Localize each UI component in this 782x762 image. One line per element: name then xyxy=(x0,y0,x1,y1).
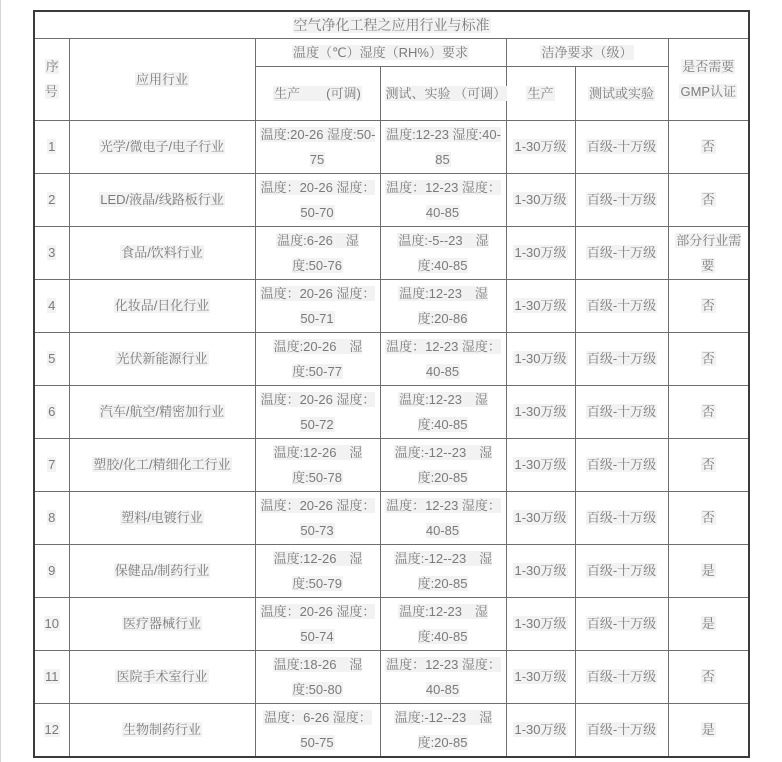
gmp-header-line-2: GMP认证 xyxy=(680,84,737,99)
cell-no: 9 xyxy=(34,544,69,597)
table-row xyxy=(34,491,749,544)
cell-prod-th: 温度：6-26 湿度：50-75 xyxy=(255,703,380,757)
cell-prod-th: 温度:18-26 湿度:50-80 xyxy=(255,650,380,703)
cell-industry: 塑料/电镀行业 xyxy=(69,491,255,544)
table-row xyxy=(34,279,749,332)
cell-prod-clean: 1-30万级 xyxy=(506,120,575,173)
cell-prod-th: 温度:6-26 湿度:50-76 xyxy=(255,226,380,279)
cell-test-th: 温度:12-23 湿度:40-85 xyxy=(380,597,506,650)
cell-test-th: 温度：12-23 湿度：40-85 xyxy=(380,332,506,385)
cell-prod-clean: 1-30万级 xyxy=(506,491,575,544)
cell-gmp: 是 xyxy=(668,597,749,650)
cell-no: 5 xyxy=(34,332,69,385)
cell-industry: 医疗器械行业 xyxy=(69,597,255,650)
cell-gmp: 否 xyxy=(668,385,749,438)
table-header xyxy=(34,11,749,120)
cell-gmp: 否 xyxy=(668,332,749,385)
cell-prod-clean: 1-30万级 xyxy=(506,650,575,703)
gmp-header-line-1: 是否需要 xyxy=(682,59,735,74)
cell-industry: LED/液晶/线路板行业 xyxy=(69,173,255,226)
col-header-prod-adjustable: 生产 (可调) xyxy=(255,66,380,120)
cell-prod-th: 温度：20-26 湿度：50-70 xyxy=(255,173,380,226)
cell-prod-th: 温度:12-26 湿度:50-79 xyxy=(255,544,380,597)
cell-industry: 食品/饮料行业 xyxy=(69,226,255,279)
table-row xyxy=(34,438,749,491)
cell-no: 11 xyxy=(34,650,69,703)
col-header-gmp xyxy=(668,38,749,120)
cell-prod-th: 温度：20-26 湿度：50-71 xyxy=(255,279,380,332)
cell-test-th: 温度:-5--23 湿度:40-85 xyxy=(380,226,506,279)
cell-test-clean: 百级-十万级 xyxy=(575,438,668,491)
cell-test-clean: 百级-十万级 xyxy=(575,491,668,544)
cell-gmp: 否 xyxy=(668,438,749,491)
col-header-clean-group: 洁净要求（级） xyxy=(506,38,668,66)
cell-no: 6 xyxy=(34,385,69,438)
cell-gmp: 否 xyxy=(668,279,749,332)
col-header-temp-humidity-group: 温度（℃）湿度（RH%）要求 xyxy=(255,38,506,66)
cell-prod-th: 温度:20-26 湿度:50-75 xyxy=(255,120,380,173)
cell-prod-clean: 1-30万级 xyxy=(506,173,575,226)
cell-test-th: 温度:-12--23 湿度:20-85 xyxy=(380,438,506,491)
cell-prod-clean: 1-30万级 xyxy=(506,385,575,438)
table-row xyxy=(34,385,749,438)
cell-gmp: 否 xyxy=(668,491,749,544)
table-title: 空气净化工程之应用行业与标准 xyxy=(34,11,749,38)
cell-no: 4 xyxy=(34,279,69,332)
cell-test-clean: 百级-十万级 xyxy=(575,650,668,703)
cell-prod-th: 温度：20-26 湿度：50-72 xyxy=(255,385,380,438)
air-purification-standards-table xyxy=(33,10,750,758)
cell-prod-clean: 1-30万级 xyxy=(506,226,575,279)
cell-industry: 塑胶/化工/精细化工行业 xyxy=(69,438,255,491)
table-row xyxy=(34,226,749,279)
cell-industry: 医院手术室行业 xyxy=(69,650,255,703)
cell-test-clean: 百级-十万级 xyxy=(575,173,668,226)
cell-gmp: 是 xyxy=(668,544,749,597)
cell-prod-clean: 1-30万级 xyxy=(506,438,575,491)
cell-industry: 光学/微电子/电子行业 xyxy=(69,120,255,173)
cell-no: 8 xyxy=(34,491,69,544)
cell-test-clean: 百级-十万级 xyxy=(575,597,668,650)
cell-gmp: 否 xyxy=(668,173,749,226)
cell-prod-clean: 1-30万级 xyxy=(506,703,575,757)
cell-prod-clean: 1-30万级 xyxy=(506,597,575,650)
col-header-prod-clean: 生产 xyxy=(506,66,575,120)
cell-no: 2 xyxy=(34,173,69,226)
cell-gmp: 是 xyxy=(668,703,749,757)
cell-gmp: 否 xyxy=(668,120,749,173)
cell-no: 12 xyxy=(34,703,69,757)
cell-test-clean: 百级-十万级 xyxy=(575,332,668,385)
cell-test-clean: 百级-十万级 xyxy=(575,279,668,332)
cell-prod-clean: 1-30万级 xyxy=(506,544,575,597)
cell-test-th: 温度：12-23 湿度：40-85 xyxy=(380,491,506,544)
cell-gmp: 否 xyxy=(668,650,749,703)
cell-industry: 汽车/航空/精密加行业 xyxy=(69,385,255,438)
col-header-test-or-exp-clean: 测试或实验 xyxy=(575,66,668,120)
cell-test-th: 温度：12-23 湿度：40-85 xyxy=(380,173,506,226)
table-body xyxy=(34,120,749,757)
table-row xyxy=(34,544,749,597)
table-row xyxy=(34,173,749,226)
table-row xyxy=(34,120,749,173)
cell-prod-th: 温度:20-26 湿度:50-77 xyxy=(255,332,380,385)
cell-industry: 光伏新能源行业 xyxy=(69,332,255,385)
page-left-edge-line xyxy=(0,0,1,762)
table-row xyxy=(34,650,749,703)
cell-no: 7 xyxy=(34,438,69,491)
cell-prod-clean: 1-30万级 xyxy=(506,279,575,332)
cell-prod-th: 温度：20-26 湿度：50-74 xyxy=(255,597,380,650)
cell-industry: 保健品/制药行业 xyxy=(69,544,255,597)
cell-gmp: 部分行业需要 xyxy=(668,226,749,279)
cell-industry: 生物制药行业 xyxy=(69,703,255,757)
cell-test-th: 温度:-12--23 湿度:20-85 xyxy=(380,544,506,597)
cell-test-th: 温度：12-23 湿度：40-85 xyxy=(380,650,506,703)
cell-test-clean: 百级-十万级 xyxy=(575,120,668,173)
cell-prod-th: 温度：20-26 湿度：50-73 xyxy=(255,491,380,544)
cell-prod-clean: 1-30万级 xyxy=(506,332,575,385)
cell-test-th: 温度:-12--23 湿度:20-85 xyxy=(380,703,506,757)
table-row xyxy=(34,332,749,385)
cell-no: 10 xyxy=(34,597,69,650)
col-header-no: 序号 xyxy=(34,38,69,120)
cell-test-th: 温度:12-23 湿度:40-85 xyxy=(380,120,506,173)
table-row xyxy=(34,703,749,757)
cell-test-clean: 百级-十万级 xyxy=(575,703,668,757)
table-title-row xyxy=(34,11,749,38)
cell-prod-th: 温度:12-26 湿度:50-78 xyxy=(255,438,380,491)
cell-test-clean: 百级-十万级 xyxy=(575,385,668,438)
table-row xyxy=(34,597,749,650)
col-header-industry: 应用行业 xyxy=(69,38,255,120)
cell-test-th: 温度:12-23 湿度:20-86 xyxy=(380,279,506,332)
cell-test-clean: 百级-十万级 xyxy=(575,226,668,279)
col-header-test-adjustable: 测试、实验 （可调） xyxy=(380,66,506,120)
header-row-groups xyxy=(34,38,749,66)
cell-industry: 化妆品/日化行业 xyxy=(69,279,255,332)
cell-test-clean: 百级-十万级 xyxy=(575,544,668,597)
cell-no: 1 xyxy=(34,120,69,173)
cell-no: 3 xyxy=(34,226,69,279)
cell-test-th: 温度:12-23 湿度:40-85 xyxy=(380,385,506,438)
